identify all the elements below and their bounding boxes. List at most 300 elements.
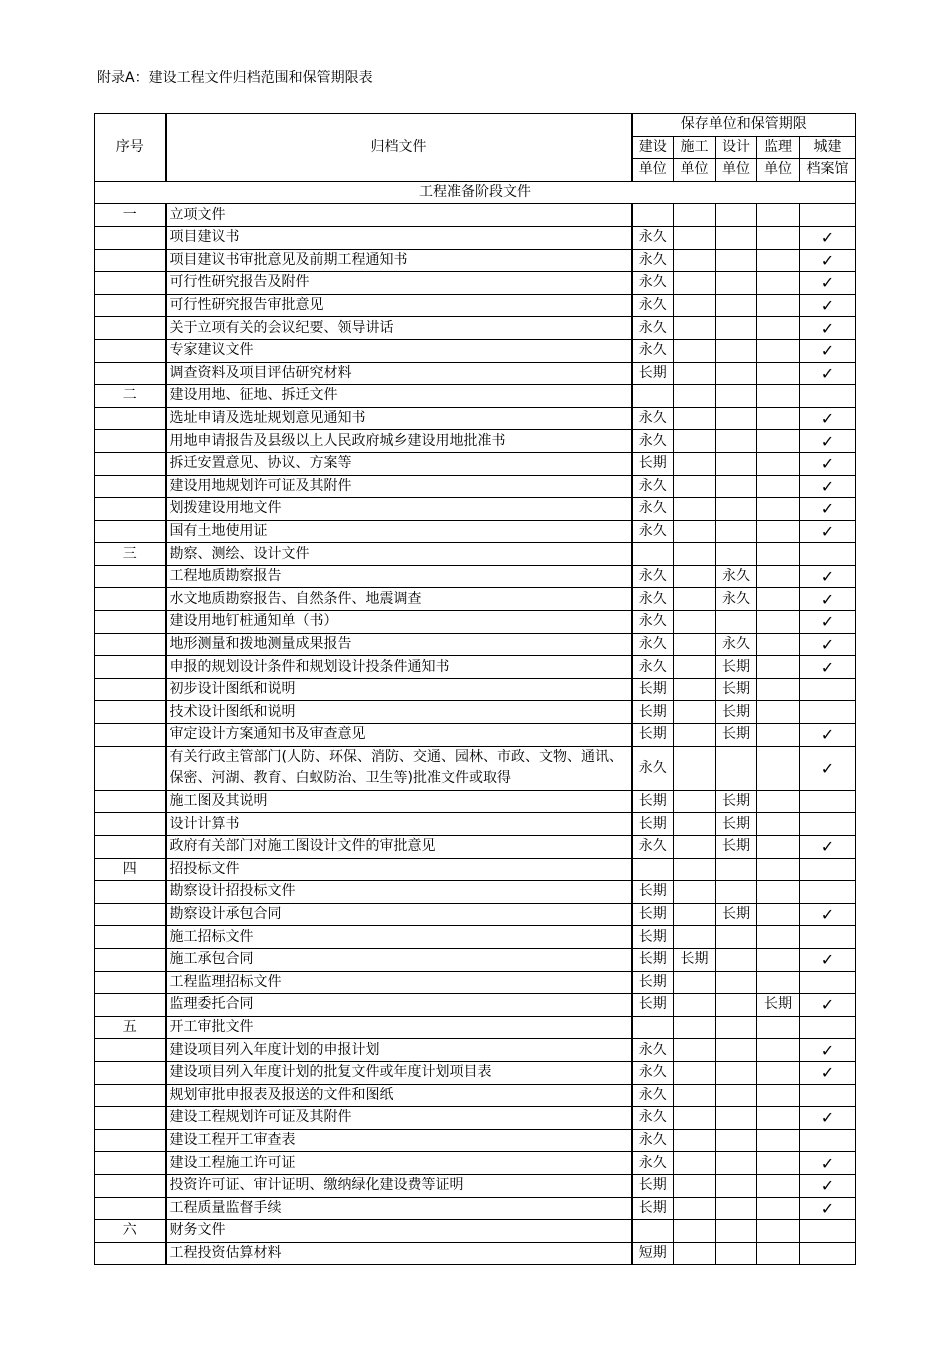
cell-jianli bbox=[757, 1220, 800, 1243]
cell-shigong bbox=[674, 520, 716, 543]
row-name: 关于立项有关的会议纪要、领导讲话 bbox=[166, 317, 632, 340]
cell-shigong bbox=[674, 858, 716, 881]
cell-shigong bbox=[674, 1129, 716, 1152]
cell-shigong bbox=[674, 294, 716, 317]
cell-chengjian: ✓ bbox=[800, 1107, 856, 1130]
cell-shigong bbox=[674, 926, 716, 949]
cell-chengjian: ✓ bbox=[800, 294, 856, 317]
cell-chengjian: ✓ bbox=[800, 903, 856, 926]
header-unit-shigong-l2: 单位 bbox=[674, 159, 716, 182]
row-seq bbox=[95, 588, 166, 611]
cell-jianshe bbox=[632, 1220, 674, 1243]
row-seq bbox=[95, 948, 166, 971]
cell-jianshe: 永久 bbox=[632, 498, 674, 521]
table-row bbox=[95, 452, 856, 475]
row-seq: 四 bbox=[95, 858, 166, 881]
cell-chengjian: ✓ bbox=[800, 520, 856, 543]
header-unit-chengjian-l1: 城建 bbox=[800, 136, 856, 159]
row-seq bbox=[95, 1152, 166, 1175]
row-name: 建设项目列入年度计划的申报计划 bbox=[166, 1039, 632, 1062]
row-name: 地形测量和拨地测量成果报告 bbox=[166, 633, 632, 656]
row-seq bbox=[95, 724, 166, 747]
row-name: 施工承包合同 bbox=[166, 948, 632, 971]
cell-shigong bbox=[674, 339, 716, 362]
cell-jianshe: 永久 bbox=[632, 1129, 674, 1152]
table-row bbox=[95, 724, 856, 747]
row-seq bbox=[95, 1197, 166, 1220]
cell-chengjian bbox=[800, 881, 856, 904]
table-row bbox=[95, 1084, 856, 1107]
table-row bbox=[95, 498, 856, 521]
cell-jianshe: 永久 bbox=[632, 272, 674, 295]
header-seq: 序号 bbox=[95, 114, 166, 182]
table-row bbox=[95, 746, 856, 790]
table-row bbox=[95, 1129, 856, 1152]
cell-sheji: 长期 bbox=[716, 790, 757, 813]
cell-sheji bbox=[716, 475, 757, 498]
cell-jianli: 长期 bbox=[757, 994, 800, 1017]
table-row bbox=[95, 1174, 856, 1197]
row-seq bbox=[95, 1129, 166, 1152]
cell-jianshe: 短期 bbox=[632, 1242, 674, 1265]
cell-shigong bbox=[674, 724, 716, 747]
cell-chengjian bbox=[800, 813, 856, 836]
cell-jianli bbox=[757, 881, 800, 904]
cell-jianshe: 永久 bbox=[632, 1039, 674, 1062]
cell-sheji bbox=[716, 1152, 757, 1175]
table-row bbox=[95, 1152, 856, 1175]
table-row bbox=[95, 588, 856, 611]
cell-jianshe bbox=[632, 543, 674, 566]
cell-sheji: 长期 bbox=[716, 813, 757, 836]
cell-jianli bbox=[757, 407, 800, 430]
table-row bbox=[95, 1016, 856, 1039]
cell-jianshe: 永久 bbox=[632, 611, 674, 634]
row-name: 勘察、测绘、设计文件 bbox=[166, 543, 632, 566]
cell-chengjian: ✓ bbox=[800, 948, 856, 971]
row-name: 水文地质勘察报告、自然条件、地震调查 bbox=[166, 588, 632, 611]
cell-chengjian: ✓ bbox=[800, 994, 856, 1017]
cell-jianshe: 长期 bbox=[632, 790, 674, 813]
row-seq bbox=[95, 1061, 166, 1084]
cell-chengjian: ✓ bbox=[800, 656, 856, 679]
table-row bbox=[95, 948, 856, 971]
cell-jianli bbox=[757, 633, 800, 656]
row-seq bbox=[95, 813, 166, 836]
cell-sheji bbox=[716, 926, 757, 949]
table-row bbox=[95, 1220, 856, 1243]
row-seq bbox=[95, 339, 166, 362]
row-seq bbox=[95, 407, 166, 430]
cell-sheji: 长期 bbox=[716, 656, 757, 679]
cell-jianshe: 长期 bbox=[632, 362, 674, 385]
row-seq bbox=[95, 317, 166, 340]
row-name: 开工审批文件 bbox=[166, 1016, 632, 1039]
row-seq bbox=[95, 520, 166, 543]
cell-jianshe: 长期 bbox=[632, 1174, 674, 1197]
table-row bbox=[95, 317, 856, 340]
row-seq bbox=[95, 790, 166, 813]
cell-chengjian bbox=[800, 926, 856, 949]
cell-chengjian: ✓ bbox=[800, 1061, 856, 1084]
row-name: 监理委托合同 bbox=[166, 994, 632, 1017]
row-name: 设计计算书 bbox=[166, 813, 632, 836]
cell-shigong bbox=[674, 385, 716, 408]
cell-shigong bbox=[674, 498, 716, 521]
row-seq: 五 bbox=[95, 1016, 166, 1039]
cell-sheji bbox=[716, 226, 757, 249]
cell-chengjian: ✓ bbox=[800, 836, 856, 859]
cell-jianshe: 永久 bbox=[632, 1152, 674, 1175]
table-row bbox=[95, 881, 856, 904]
cell-jianshe bbox=[632, 858, 674, 881]
table-row bbox=[95, 204, 856, 227]
cell-chengjian: ✓ bbox=[800, 249, 856, 272]
row-seq bbox=[95, 1107, 166, 1130]
cell-chengjian: ✓ bbox=[800, 407, 856, 430]
row-name: 工程监理招标文件 bbox=[166, 971, 632, 994]
row-seq bbox=[95, 746, 166, 790]
header-group: 保存单位和保管期限 bbox=[632, 114, 856, 137]
cell-shigong bbox=[674, 204, 716, 227]
cell-jianshe: 长期 bbox=[632, 903, 674, 926]
cell-jianshe: 长期 bbox=[632, 948, 674, 971]
cell-jianli bbox=[757, 249, 800, 272]
cell-jianshe: 永久 bbox=[632, 746, 674, 790]
cell-chengjian: ✓ bbox=[800, 1039, 856, 1062]
cell-jianli bbox=[757, 272, 800, 295]
row-seq bbox=[95, 498, 166, 521]
cell-shigong bbox=[674, 362, 716, 385]
row-name: 建设用地规划许可证及其附件 bbox=[166, 475, 632, 498]
cell-sheji: 长期 bbox=[716, 701, 757, 724]
cell-sheji bbox=[716, 611, 757, 634]
cell-jianli bbox=[757, 588, 800, 611]
row-seq bbox=[95, 903, 166, 926]
row-name: 政府有关部门对施工图设计文件的审批意见 bbox=[166, 836, 632, 859]
cell-jianli bbox=[757, 339, 800, 362]
cell-shigong bbox=[674, 1107, 716, 1130]
cell-sheji bbox=[716, 971, 757, 994]
cell-chengjian bbox=[800, 701, 856, 724]
cell-sheji bbox=[716, 1220, 757, 1243]
cell-jianli bbox=[757, 204, 800, 227]
row-name: 划拨建设用地文件 bbox=[166, 498, 632, 521]
row-name: 投资许可证、审计证明、缴纳绿化建设费等证明 bbox=[166, 1174, 632, 1197]
cell-shigong bbox=[674, 543, 716, 566]
table-row bbox=[95, 385, 856, 408]
cell-jianshe: 永久 bbox=[632, 475, 674, 498]
cell-sheji bbox=[716, 452, 757, 475]
table-row bbox=[95, 656, 856, 679]
row-seq: 三 bbox=[95, 543, 166, 566]
cell-sheji bbox=[716, 272, 757, 295]
row-name: 勘察设计招投标文件 bbox=[166, 881, 632, 904]
cell-jianshe bbox=[632, 385, 674, 408]
cell-jianli bbox=[757, 1084, 800, 1107]
cell-sheji bbox=[716, 948, 757, 971]
cell-shigong bbox=[674, 813, 716, 836]
cell-sheji: 长期 bbox=[716, 724, 757, 747]
cell-chengjian: ✓ bbox=[800, 724, 856, 747]
cell-chengjian: ✓ bbox=[800, 633, 856, 656]
cell-sheji bbox=[716, 543, 757, 566]
cell-jianshe: 长期 bbox=[632, 881, 674, 904]
row-seq: 二 bbox=[95, 385, 166, 408]
row-name: 项目建议书审批意见及前期工程通知书 bbox=[166, 249, 632, 272]
table-row bbox=[95, 1197, 856, 1220]
cell-jianshe: 永久 bbox=[632, 317, 674, 340]
cell-shigong bbox=[674, 452, 716, 475]
row-name: 技术设计图纸和说明 bbox=[166, 701, 632, 724]
table-body bbox=[95, 204, 856, 1265]
cell-sheji bbox=[716, 339, 757, 362]
cell-jianshe: 永久 bbox=[632, 656, 674, 679]
row-seq: 一 bbox=[95, 204, 166, 227]
cell-sheji bbox=[716, 1016, 757, 1039]
cell-shigong bbox=[674, 226, 716, 249]
cell-chengjian: ✓ bbox=[800, 430, 856, 453]
cell-chengjian: ✓ bbox=[800, 339, 856, 362]
cell-sheji bbox=[716, 1174, 757, 1197]
cell-shigong bbox=[674, 611, 716, 634]
cell-sheji: 永久 bbox=[716, 588, 757, 611]
cell-jianshe: 长期 bbox=[632, 926, 674, 949]
cell-jianli bbox=[757, 385, 800, 408]
row-name: 建设工程开工审查表 bbox=[166, 1129, 632, 1152]
cell-jianli bbox=[757, 813, 800, 836]
cell-chengjian: ✓ bbox=[800, 565, 856, 588]
cell-jianshe: 长期 bbox=[632, 724, 674, 747]
cell-sheji bbox=[716, 1242, 757, 1265]
cell-sheji bbox=[716, 1061, 757, 1084]
cell-chengjian bbox=[800, 385, 856, 408]
cell-shigong bbox=[674, 565, 716, 588]
cell-jianli bbox=[757, 971, 800, 994]
cell-sheji bbox=[716, 1039, 757, 1062]
cell-jianli bbox=[757, 1197, 800, 1220]
table-row bbox=[95, 926, 856, 949]
archive-table bbox=[94, 113, 856, 1265]
table-row bbox=[95, 407, 856, 430]
cell-sheji: 长期 bbox=[716, 678, 757, 701]
table-row bbox=[95, 339, 856, 362]
cell-chengjian: ✓ bbox=[800, 452, 856, 475]
cell-chengjian bbox=[800, 858, 856, 881]
row-seq bbox=[95, 1242, 166, 1265]
cell-shigong bbox=[674, 475, 716, 498]
cell-sheji bbox=[716, 385, 757, 408]
table-row bbox=[95, 362, 856, 385]
cell-jianshe: 永久 bbox=[632, 1084, 674, 1107]
header-file: 归档文件 bbox=[166, 114, 632, 182]
table-row bbox=[95, 790, 856, 813]
row-name: 建设工程施工许可证 bbox=[166, 1152, 632, 1175]
cell-chengjian bbox=[800, 1242, 856, 1265]
cell-sheji bbox=[716, 881, 757, 904]
cell-shigong bbox=[674, 994, 716, 1017]
row-name: 用地申请报告及县级以上人民政府城乡建设用地批准书 bbox=[166, 430, 632, 453]
cell-sheji bbox=[716, 520, 757, 543]
table-row bbox=[95, 249, 856, 272]
table-row bbox=[95, 272, 856, 295]
cell-sheji bbox=[716, 994, 757, 1017]
row-name: 工程地质勘察报告 bbox=[166, 565, 632, 588]
cell-jianshe: 永久 bbox=[632, 339, 674, 362]
cell-chengjian: ✓ bbox=[800, 317, 856, 340]
page-title: 附录A：建设工程文件归档范围和保管期限表 bbox=[97, 70, 373, 86]
table-row bbox=[95, 903, 856, 926]
cell-jianshe: 长期 bbox=[632, 701, 674, 724]
row-seq bbox=[95, 836, 166, 859]
cell-jianli bbox=[757, 1174, 800, 1197]
cell-jianshe: 长期 bbox=[632, 813, 674, 836]
row-seq bbox=[95, 881, 166, 904]
table-row bbox=[95, 858, 856, 881]
cell-sheji bbox=[716, 362, 757, 385]
cell-chengjian bbox=[800, 543, 856, 566]
cell-shigong bbox=[674, 746, 716, 790]
row-name: 工程投资估算材料 bbox=[166, 1242, 632, 1265]
cell-shigong bbox=[674, 1197, 716, 1220]
cell-shigong bbox=[674, 1174, 716, 1197]
row-seq bbox=[95, 294, 166, 317]
cell-sheji: 永久 bbox=[716, 633, 757, 656]
cell-shigong bbox=[674, 656, 716, 679]
cell-shigong bbox=[674, 903, 716, 926]
cell-jianshe: 永久 bbox=[632, 836, 674, 859]
cell-chengjian: ✓ bbox=[800, 226, 856, 249]
cell-jianli bbox=[757, 656, 800, 679]
cell-jianli bbox=[757, 790, 800, 813]
table-row bbox=[95, 701, 856, 724]
row-name: 建设项目列入年度计划的批复文件或年度计划项目表 bbox=[166, 1061, 632, 1084]
cell-jianli bbox=[757, 701, 800, 724]
cell-jianli bbox=[757, 475, 800, 498]
cell-jianli bbox=[757, 678, 800, 701]
row-seq bbox=[95, 1039, 166, 1062]
cell-shigong bbox=[674, 971, 716, 994]
cell-jianli bbox=[757, 1242, 800, 1265]
cell-shigong bbox=[674, 701, 716, 724]
cell-jianshe: 永久 bbox=[632, 588, 674, 611]
cell-sheji bbox=[716, 1084, 757, 1107]
table-row bbox=[95, 1039, 856, 1062]
row-name: 专家建议文件 bbox=[166, 339, 632, 362]
row-name: 调查资料及项目评估研究材料 bbox=[166, 362, 632, 385]
cell-sheji bbox=[716, 294, 757, 317]
row-seq bbox=[95, 678, 166, 701]
cell-sheji bbox=[716, 407, 757, 430]
cell-sheji bbox=[716, 1107, 757, 1130]
cell-jianshe: 永久 bbox=[632, 407, 674, 430]
row-name: 勘察设计承包合同 bbox=[166, 903, 632, 926]
row-seq bbox=[95, 430, 166, 453]
cell-shigong bbox=[674, 588, 716, 611]
cell-jianli bbox=[757, 903, 800, 926]
row-name: 可行性研究报告及附件 bbox=[166, 272, 632, 295]
row-name: 初步设计图纸和说明 bbox=[166, 678, 632, 701]
cell-jianli bbox=[757, 317, 800, 340]
cell-chengjian bbox=[800, 1084, 856, 1107]
row-seq bbox=[95, 362, 166, 385]
cell-chengjian: ✓ bbox=[800, 588, 856, 611]
cell-chengjian: ✓ bbox=[800, 1174, 856, 1197]
table-row bbox=[95, 475, 856, 498]
cell-chengjian: ✓ bbox=[800, 611, 856, 634]
cell-jianshe: 永久 bbox=[632, 1061, 674, 1084]
cell-shigong: 长期 bbox=[674, 948, 716, 971]
cell-jianshe: 永久 bbox=[632, 565, 674, 588]
cell-jianli bbox=[757, 543, 800, 566]
row-seq bbox=[95, 994, 166, 1017]
row-name: 建设用地、征地、拆迁文件 bbox=[166, 385, 632, 408]
cell-jianli bbox=[757, 1129, 800, 1152]
header-unit-jianshe-l1: 建设 bbox=[632, 136, 674, 159]
row-seq bbox=[95, 226, 166, 249]
cell-shigong bbox=[674, 1061, 716, 1084]
cell-shigong bbox=[674, 1039, 716, 1062]
table-row bbox=[95, 994, 856, 1017]
row-name: 招投标文件 bbox=[166, 858, 632, 881]
row-name: 有关行政主管部门(人防、环保、消防、交通、园林、市政、文物、通讯、保密、河湖、教育、白蚁防治、卫生等)批准文件或取得 bbox=[166, 746, 632, 790]
cell-jianshe bbox=[632, 1016, 674, 1039]
cell-sheji bbox=[716, 1197, 757, 1220]
cell-sheji: 长期 bbox=[716, 903, 757, 926]
cell-jianli bbox=[757, 520, 800, 543]
cell-jianli bbox=[757, 1107, 800, 1130]
cell-jianli bbox=[757, 362, 800, 385]
row-name: 审定设计方案通知书及审查意见 bbox=[166, 724, 632, 747]
cell-jianshe: 永久 bbox=[632, 1107, 674, 1130]
table-row bbox=[95, 633, 856, 656]
cell-jianli bbox=[757, 498, 800, 521]
header-unit-shigong-l1: 施工 bbox=[674, 136, 716, 159]
cell-chengjian: ✓ bbox=[800, 498, 856, 521]
row-seq bbox=[95, 926, 166, 949]
cell-shigong bbox=[674, 1220, 716, 1243]
row-seq bbox=[95, 971, 166, 994]
table-row bbox=[95, 430, 856, 453]
table-row bbox=[95, 971, 856, 994]
cell-shigong bbox=[674, 272, 716, 295]
cell-jianli bbox=[757, 1016, 800, 1039]
table-row bbox=[95, 678, 856, 701]
cell-jianli bbox=[757, 746, 800, 790]
header-unit-jianli-l1: 监理 bbox=[757, 136, 800, 159]
table-row bbox=[95, 294, 856, 317]
row-seq bbox=[95, 1174, 166, 1197]
table-row bbox=[95, 520, 856, 543]
cell-shigong bbox=[674, 678, 716, 701]
cell-jianshe: 长期 bbox=[632, 678, 674, 701]
cell-shigong bbox=[674, 1152, 716, 1175]
cell-shigong bbox=[674, 1242, 716, 1265]
table-row bbox=[95, 565, 856, 588]
row-seq bbox=[95, 633, 166, 656]
row-seq bbox=[95, 452, 166, 475]
row-name: 建设用地钉桩通知单（书） bbox=[166, 611, 632, 634]
cell-chengjian bbox=[800, 1220, 856, 1243]
table-row bbox=[95, 813, 856, 836]
cell-chengjian bbox=[800, 204, 856, 227]
cell-chengjian: ✓ bbox=[800, 272, 856, 295]
cell-shigong bbox=[674, 881, 716, 904]
cell-jianshe: 永久 bbox=[632, 249, 674, 272]
cell-shigong bbox=[674, 1084, 716, 1107]
row-seq bbox=[95, 611, 166, 634]
cell-chengjian: ✓ bbox=[800, 362, 856, 385]
